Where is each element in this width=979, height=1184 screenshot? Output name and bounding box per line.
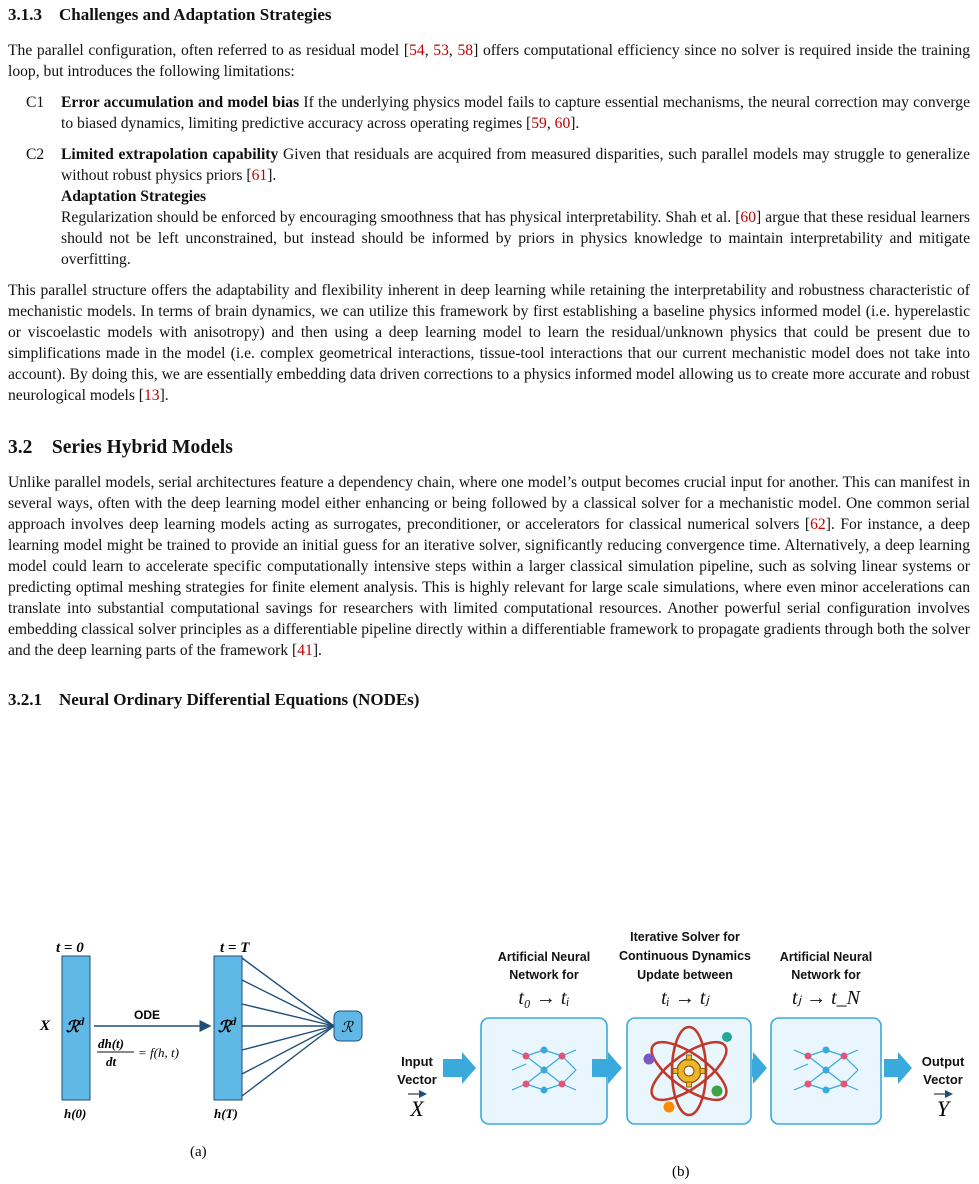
heading-3-1-3: 3.1.3 Challenges and Adaptation Strategies bbox=[8, 5, 332, 24]
list-item-c1: C1 Error accumulation and model bias If the underlying physics model fails to capture essential mechanisms, the neural correction may converge to biased dynamics, limiting predictive accuracy across operating regimes [59, 60]. bbox=[8, 92, 970, 134]
heading-3-2-1: 3.2.1 Neural Ordinary Differential Equations (NODEs) bbox=[8, 690, 420, 709]
list-label: C2 bbox=[26, 146, 45, 163]
label-t0: t = 0 bbox=[56, 940, 84, 956]
output-label-line2: Vector bbox=[923, 1072, 963, 1087]
solver-title-line2: Continuous Dynamics bbox=[619, 949, 751, 963]
solver-title-line1: Iterative Solver for bbox=[630, 930, 740, 944]
solver-time-range: tᵢ → tⱼ bbox=[661, 987, 709, 1009]
eq-denominator: dt bbox=[106, 1054, 117, 1069]
label-X-input: X bbox=[40, 1018, 51, 1034]
label-h0: h(0) bbox=[64, 1106, 87, 1121]
eq-rhs: = f(h, t) bbox=[138, 1045, 179, 1060]
item-heading: Limited extrapolation capability bbox=[61, 146, 279, 163]
label-Rd-left: ℛ$^d$ bbox=[66, 1016, 85, 1036]
label-ode: ODE bbox=[134, 1008, 161, 1022]
citation-link[interactable]: 41 bbox=[297, 642, 313, 659]
label-R-output: ℛ bbox=[341, 1020, 353, 1036]
caption-b: (b) bbox=[672, 1164, 690, 1180]
citation-link[interactable]: 13 bbox=[143, 387, 160, 404]
label-Rd-right: ℛ$^d$ bbox=[218, 1016, 237, 1036]
input-label-line2: Vector bbox=[397, 1072, 437, 1087]
citation-link[interactable]: 62 bbox=[810, 516, 826, 533]
citation-link[interactable]: 61 bbox=[251, 167, 268, 184]
adaptation-heading: Adaptation Strategies bbox=[61, 188, 207, 205]
input-label-line1: Input bbox=[401, 1054, 433, 1069]
document-page bbox=[8, 0, 970, 725]
caption-a: (a) bbox=[190, 1144, 207, 1160]
citation-link[interactable]: 54 bbox=[409, 42, 425, 59]
intro-paragraph: The parallel configuration, often referred to as residual model [54, 53, 58] offers computational efficiency since no solver is required inside the training loop, but introduces the following limitations: bbox=[8, 42, 971, 80]
series-paragraph: Unlike parallel models, serial architectures feature a dependency chain, where one model’s output becomes crucial input for another. This can manifest in several ways, often with the deep learning model either enhancing or being followed by a classical solver for a mechanistic model. One common serial approach involves deep learning models acting as surrogates, preconditioner, or accelerators for classical numerical solvers [62]. For instance, a deep learning model might be trained to provide an initial guess for an iterative solver, significantly reducing convergence time. Alternatively, a deep learning model could learn to accelerate specific computationally intensive steps within a larger classical simulation pipeline, such as solving linear systems or predicting optimal meshing strategies for finite element analysis. This is highly relevant for large scale simulations, where even minor accelerations can translate into substantial computational savings for researchers with limited computational resources. Another powerful serial configuration involves embedding classical solver principles as a differentiable pipeline directly within a differentiable framework to propagate gradients through both the solver and the deep learning parts of the framework [41]. bbox=[8, 474, 970, 659]
solver-title-line3: Update between bbox=[637, 968, 733, 982]
list-label: C1 bbox=[26, 94, 45, 111]
label-tT: t = T bbox=[220, 940, 250, 956]
citation-link[interactable]: 60 bbox=[554, 115, 571, 132]
ann1-title-line1: Artificial Neural bbox=[497, 950, 591, 964]
output-label-line1: Output bbox=[921, 1054, 965, 1069]
heading-3-2: 3.2 Series Hybrid Models bbox=[8, 437, 233, 458]
ann2-time-range: tⱼ → t_N bbox=[792, 987, 860, 1009]
item-heading: Error accumulation and model bias bbox=[61, 94, 300, 111]
ann1-title-line2: Network for bbox=[509, 968, 579, 982]
label-hT: h(T) bbox=[214, 1106, 238, 1121]
ann2-title-line1: Artificial Neural bbox=[779, 950, 873, 964]
output-vector-symbol: Y bbox=[936, 1096, 950, 1121]
figure-node bbox=[0, 918, 979, 1184]
ann2-title-line2: Network for bbox=[791, 968, 861, 982]
body-paragraph: This parallel structure offers the adaptability and flexibility inherent in deep learning while retaining the interpretability and robustness characteristic of mechanistic models. In terms of brain dynamics, we can utilize this framework by first establishing a baseline physics informed model (i.e. hyperelastic or viscoelastic models with anisotropy) and then using a deep learning model to learn the residual/unknown physics that could be present due to simplifications made in the model (i.e. complex geometrical interactions, tissue-tool interactions that our current mechanistic model does not take into account). By doing this, we are essentially embedding data driven corrections to a physics informed model allowing us to create more accurate and robust neurological models [13]. bbox=[8, 282, 970, 404]
ann1-time-range: t₀ → tᵢ bbox=[518, 987, 570, 1009]
figure-svg bbox=[0, 918, 979, 1184]
citation-link[interactable]: 60 bbox=[740, 209, 757, 226]
fan-lines bbox=[242, 958, 334, 1096]
input-vector-symbol: X bbox=[410, 1096, 424, 1121]
list-item-c2: C2 Limited extrapolation capability Given that residuals are acquired from measured disparities, such parallel models may struggle to generalize without robust physics priors [61]. Adaptation Strategies Regularization should be enforced by encouraging smoothness that has physical interpretability. Shah et al. [60] argue that these residual learners should not be left unconstrained, but instead should be informed by priors in physics knowledge to maintain interpretability and mitigate overfitting. bbox=[8, 144, 970, 270]
citation-link[interactable]: 59 bbox=[531, 115, 547, 132]
citation-link[interactable]: 53 bbox=[433, 42, 449, 59]
citation-link[interactable]: 58 bbox=[457, 42, 474, 59]
eq-numerator: dh(t) bbox=[98, 1036, 124, 1051]
